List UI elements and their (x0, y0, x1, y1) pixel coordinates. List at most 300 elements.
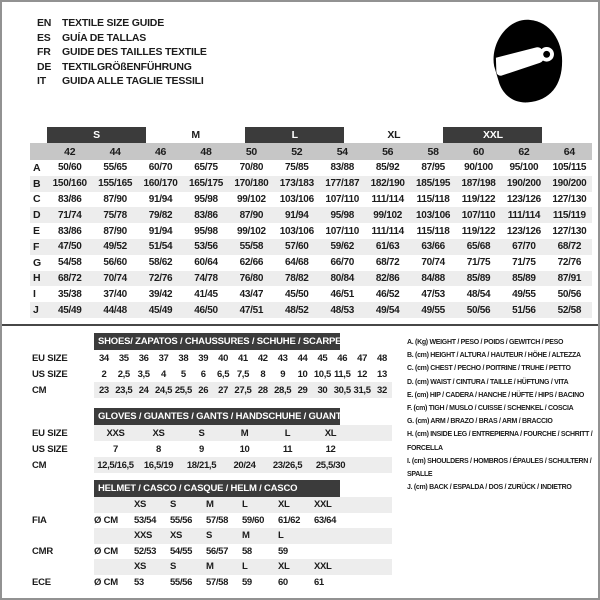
row-label: B (33, 177, 41, 190)
table-cell: 16,5/19 (143, 459, 174, 471)
size-cell: 160/170 (143, 178, 178, 190)
unit-label: Ø CM (94, 514, 119, 526)
size-cell: 45/49 (57, 304, 82, 316)
size-column-header: 54 (336, 145, 348, 158)
size-cell: 70/80 (239, 162, 264, 174)
size-cell: 83/86 (194, 209, 218, 221)
size-cell: 85/89 (512, 272, 536, 284)
size-cell: 46/50 (194, 304, 218, 316)
table-cell: 5 (180, 368, 186, 380)
table-cell: S (198, 427, 205, 439)
size-cell: 52/58 (557, 304, 582, 316)
size-cell: 50/56 (557, 288, 582, 300)
table-cell: 25,5/30 (315, 459, 346, 471)
size-cell: 46/52 (375, 288, 400, 300)
helmet-size-cell: S (170, 561, 176, 573)
row-cells (94, 366, 392, 382)
helmet-size-cell: XS (170, 530, 182, 542)
table-cell: 23/26,5 (272, 459, 303, 471)
measure-row-i (30, 286, 592, 302)
table-cell: 43 (277, 352, 288, 364)
shoes-table (32, 333, 392, 398)
helmet-size-value: 56/57 (206, 545, 229, 557)
size-number-row (30, 143, 592, 160)
table-cell: 46 (337, 352, 348, 364)
size-cell: 75/78 (103, 209, 127, 221)
table-row (32, 425, 392, 441)
language-code: IT (37, 75, 46, 88)
row-label: G (33, 256, 42, 269)
size-band-xl: XL (387, 129, 401, 141)
size-cell: 35/38 (57, 288, 82, 300)
size-cell: 51/54 (148, 241, 173, 253)
size-cell: 70/74 (103, 272, 127, 284)
legend-item: H. (cm) INSIDE LEG / ENTREPIERNA / FOURCHE / SCHRITT / FORCELLA (407, 431, 593, 452)
size-cell: 87/90 (103, 225, 127, 237)
helmet-size-value: 58 (242, 545, 252, 557)
table-cell: 11,5 (333, 368, 351, 380)
table-cell: 12,5/16,5 (97, 459, 134, 471)
helmet-size-value: 54/55 (170, 545, 193, 557)
helmet-size-value: 53 (134, 576, 144, 588)
helmet-size-cell: M (206, 499, 214, 511)
size-cell: 119/122 (461, 193, 496, 205)
row-label: A (33, 161, 41, 174)
size-cell: 50/60 (57, 162, 82, 174)
table-cell: 8 (260, 368, 266, 380)
table-cell: 8 (156, 443, 161, 455)
measurement-legend (407, 336, 599, 494)
size-cell: 71/75 (466, 257, 491, 269)
table-row (32, 366, 392, 382)
table-cell: 10,5 (313, 368, 331, 380)
size-cell: 103/106 (279, 225, 314, 237)
helmet-size-row (32, 559, 392, 575)
size-cell: 99/102 (237, 225, 266, 237)
size-cell: 91/94 (148, 193, 173, 205)
table-cell: L (284, 427, 291, 439)
helmet-size-value: 61 (314, 576, 324, 588)
table-cell: 6 (200, 368, 206, 380)
helmet-size-value: 57/58 (206, 576, 229, 588)
size-cell: 119/122 (461, 225, 496, 237)
table-cell: 30 (317, 384, 328, 396)
helmet-size-value: 55/56 (170, 514, 193, 526)
size-cell: 79/82 (148, 209, 173, 221)
helmet-value-row (32, 513, 392, 529)
size-cell: 91/94 (285, 209, 309, 221)
helmet-size-value: 59 (242, 576, 252, 588)
size-cell: 111/114 (371, 193, 404, 205)
legend-item: F. (cm) TIGH / MUSLO / CUISSE / SCHENKEL / COSCIA (407, 405, 574, 413)
helmet-standard-label: CMR (32, 545, 54, 557)
row-label: C (33, 193, 41, 206)
size-cell: 57/60 (285, 241, 309, 253)
helmet-size-cell: XXL (314, 499, 332, 511)
helmet-size-cell: XXL (314, 561, 332, 573)
table-cell: XL (324, 427, 337, 439)
size-cell: 111/114 (371, 225, 404, 237)
measure-row-j (30, 302, 592, 318)
table-cell: 13 (377, 368, 387, 380)
measure-row-e (30, 223, 592, 239)
textile-size-table (30, 127, 592, 318)
size-cell: 123/126 (506, 193, 541, 205)
size-cell: 190/200 (506, 178, 541, 190)
table-cell: 41 (238, 352, 248, 364)
size-cell: 46/51 (330, 288, 354, 300)
shoes-table-title: SHOES/ ZAPATOS / CHAUSSURES / SCHUHE / SCARPE (94, 333, 340, 350)
table-cell: 23,5 (115, 384, 133, 396)
size-cell: 39/42 (148, 288, 173, 300)
size-cell: 56/60 (103, 257, 127, 269)
language-text: GUÍA DE TALLAS (62, 31, 147, 44)
size-cell: 182/190 (370, 178, 405, 190)
size-cell: 68/72 (57, 272, 82, 284)
table-cell: 23 (98, 384, 109, 396)
size-column-header: 46 (155, 145, 167, 158)
language-row (37, 60, 207, 75)
table-cell: XXS (106, 427, 125, 439)
helmet-size-cell: XL (278, 499, 290, 511)
size-cell: 82/86 (375, 272, 400, 284)
legend-item: E. (cm) HIP / CADERA / HANCHE / HÜFTE / HIPS / BACINO (407, 391, 585, 399)
size-column-header: 64 (563, 145, 575, 158)
helmet-icon (483, 16, 569, 113)
size-cell: 107/110 (461, 209, 496, 221)
size-cell: 91/94 (148, 225, 173, 237)
size-cell: 70/74 (421, 257, 445, 269)
row-label: E (33, 225, 41, 238)
table-cell: 32 (377, 384, 387, 396)
table-cell: 12 (357, 368, 368, 380)
table-cell: 24,5 (154, 384, 173, 396)
size-cell: 55/58 (239, 241, 264, 253)
size-band-row (30, 127, 592, 143)
section-divider (2, 324, 600, 326)
size-band-m: M (191, 129, 200, 141)
table-cell: 25,5 (174, 384, 192, 396)
size-cell: 111/114 (507, 209, 541, 221)
legend-item: C. (cm) CHEST / PECHO / POITRINE / TRUHE / PETTO (407, 365, 571, 373)
measure-row-b (30, 176, 592, 192)
table-cell: 7,5 (236, 368, 250, 380)
size-cell: 83/88 (330, 162, 354, 174)
table-cell: 39 (198, 352, 209, 364)
size-cell: 87/95 (421, 162, 445, 174)
size-cell: 51/56 (512, 304, 536, 316)
size-cell: 47/51 (239, 304, 264, 316)
size-cell: 67/70 (512, 241, 536, 253)
row-cells (94, 382, 392, 398)
helmet-value-row (32, 544, 392, 560)
band-spacer (30, 127, 47, 143)
row-cells (94, 441, 392, 457)
band-spacer-end (542, 127, 592, 143)
size-column-header: 56 (382, 145, 394, 158)
size-cell: 83/86 (57, 193, 82, 205)
size-cell: 72/76 (557, 257, 582, 269)
helmet-size-value: 52/53 (134, 545, 157, 557)
table-cell: 6,5 (217, 368, 230, 380)
table-cell: 47 (357, 352, 368, 364)
helmet-size-cell: M (242, 530, 250, 542)
table-cell: 2,5 (117, 368, 130, 380)
table-cell: 28,5 (274, 384, 292, 396)
size-cell: 173/183 (279, 178, 314, 190)
unit-label: Ø CM (94, 545, 119, 557)
table-cell: 40 (218, 352, 229, 364)
table-cell: 10 (297, 368, 308, 380)
size-cell: 59/62 (330, 241, 354, 253)
size-cell: 49/55 (512, 288, 536, 300)
table-row (32, 457, 392, 473)
helmet-size-value: 60 (278, 576, 288, 588)
size-cell: 65/75 (194, 162, 218, 174)
size-cell: 45/49 (148, 304, 173, 316)
table-cell: 10 (239, 443, 250, 455)
table-cell: 27,5 (234, 384, 252, 396)
helmet-size-value: 59 (278, 545, 288, 557)
table-cell: 35 (118, 352, 129, 364)
size-cell: 123/126 (506, 225, 541, 237)
table-cell: 30,5 (333, 384, 351, 396)
row-label: CM (32, 459, 47, 471)
helmet-size-cell: S (170, 499, 176, 511)
table-cell: 36 (138, 352, 149, 364)
language-code: EN (37, 17, 52, 29)
helmet-size-value: 55/56 (170, 576, 193, 588)
helmet-standard-label: FIA (32, 514, 47, 526)
table-row (32, 441, 392, 457)
row-label: I (33, 288, 36, 301)
helmet-size-value: 63/64 (314, 514, 337, 526)
size-cell: 49/55 (421, 304, 445, 316)
helmet-size-cell: L (278, 530, 284, 542)
size-cell: 62/66 (239, 257, 264, 269)
row-label: F (33, 240, 40, 253)
row-cells (94, 559, 392, 575)
table-cell: 9 (199, 443, 204, 455)
size-cell: 105/115 (552, 162, 587, 174)
size-cell: 76/80 (239, 272, 264, 284)
helmet-table-rows (32, 497, 392, 590)
size-cell: 60/70 (148, 162, 173, 174)
table-cell: 3,5 (137, 368, 150, 380)
helmet-size-value: 53/54 (134, 514, 157, 526)
size-cell: 85/92 (375, 162, 400, 174)
table-cell: 42 (257, 352, 268, 364)
size-column-header: 42 (64, 145, 76, 158)
gloves-table-rows (32, 425, 392, 473)
row-cells (94, 544, 392, 560)
shoes-table-rows (32, 350, 392, 398)
language-row (37, 45, 207, 60)
table-cell: 28 (257, 384, 268, 396)
row-cells (94, 513, 392, 529)
size-cell: 87/90 (239, 209, 264, 221)
size-cell: 95/98 (194, 225, 218, 237)
size-cell: 65/68 (466, 241, 491, 253)
size-cell: 95/98 (330, 209, 354, 221)
helmet-table (32, 480, 392, 590)
size-column-header: 60 (472, 145, 485, 158)
size-cell: 45/50 (285, 288, 309, 300)
table-cell: 20/24 (233, 459, 256, 471)
size-cell: 41/45 (194, 288, 218, 300)
legend-item: I. (cm) SHOULDERS / HOMBROS / ÉPAULES / SCHULTERN / SPALLE (407, 457, 592, 479)
size-band-l: L (245, 127, 344, 143)
row-label: EU SIZE (32, 427, 68, 439)
size-cell: 107/110 (325, 193, 359, 205)
row-label: US SIZE (32, 443, 68, 455)
table-cell: 31,5 (353, 384, 371, 396)
size-cell: 48/54 (466, 288, 491, 300)
table-cell: 34 (98, 352, 109, 364)
size-cell: 115/118 (416, 225, 450, 237)
helmet-size-cell: L (242, 499, 248, 511)
table-cell: 37 (158, 352, 169, 364)
row-label: H (33, 272, 41, 285)
helmet-size-value: 57/58 (206, 514, 229, 526)
table-cell: 48 (377, 352, 387, 364)
helmet-size-cell: XL (278, 561, 290, 573)
helmet-size-cell: L (242, 561, 248, 573)
size-cell: 47/53 (421, 288, 445, 300)
gloves-table-title: GLOVES / GUANTES / GANTS / HANDSCHUHE / GUANTI (94, 408, 340, 425)
size-cell: 55/65 (103, 162, 127, 174)
table-cell: XS (152, 427, 165, 439)
size-column-header: 50 (245, 145, 257, 158)
size-cell: 127/130 (552, 225, 587, 237)
size-cell: 71/74 (57, 209, 82, 221)
size-cell: 60/64 (194, 257, 218, 269)
legend-item: G. (cm) ARM / BRAZO / BRAS / ARM / BRACCIO (407, 418, 553, 426)
size-cell: 177/187 (325, 178, 360, 190)
size-cell: 53/56 (194, 241, 218, 253)
language-row (37, 74, 207, 89)
size-column-header: 44 (109, 145, 121, 158)
table-row (32, 382, 392, 398)
row-cells (94, 457, 392, 473)
measure-row-f (30, 239, 592, 255)
language-list (37, 16, 207, 89)
size-cell: 72/76 (148, 272, 173, 284)
row-cells (94, 497, 392, 513)
size-cell: 54/58 (57, 257, 82, 269)
helmet-size-value: 59/60 (242, 514, 265, 526)
size-cell: 190/200 (552, 178, 587, 190)
row-cells (94, 350, 392, 366)
helmet-size-cell: M (206, 561, 214, 573)
size-column-header: 52 (291, 145, 303, 158)
helmet-value-row (32, 575, 392, 591)
helmet-table-title: HELMET / CASCO / CASQUE / HELM / CASCO (94, 480, 340, 497)
size-column-header: 62 (518, 145, 530, 158)
table-cell: 18/21,5 (186, 459, 217, 471)
language-code: FR (37, 46, 51, 59)
helmet-size-row (32, 497, 392, 513)
measure-row-g (30, 255, 592, 271)
size-cell: 84/88 (421, 272, 445, 284)
table-cell: 11 (282, 443, 293, 455)
size-band-xxl: XXL (443, 127, 542, 143)
size-cell: 47/50 (57, 241, 82, 253)
size-cell: 48/53 (330, 304, 354, 316)
size-cell: 95/100 (509, 162, 539, 174)
size-cell: 80/84 (330, 272, 354, 284)
size-cell: 87/90 (103, 193, 127, 205)
language-code: DE (37, 60, 52, 73)
helmet-size-value: 61/62 (278, 514, 301, 526)
measure-row-c (30, 192, 592, 208)
size-cell: 165/175 (188, 178, 223, 190)
size-cell: 185/195 (416, 178, 451, 190)
size-cell: 49/54 (375, 304, 400, 316)
table-cell: 4 (161, 368, 166, 380)
size-cell: 63/66 (421, 241, 445, 253)
size-cell: 68/72 (375, 257, 400, 269)
size-cell: 61/63 (375, 241, 400, 253)
row-cells (94, 425, 392, 441)
row-label: CM (32, 384, 47, 396)
legend-item: D. (cm) WAIST / CINTURA / TAILLE / HÜFTUNG / VITA (407, 378, 569, 386)
size-cell: 170/180 (234, 178, 269, 190)
helmet-standard-label: ECE (32, 576, 51, 588)
size-cell: 58/62 (148, 257, 173, 269)
legend-item: J. (cm) BACK / ESPALDA / DOS / ZURÜCK / INDIETRO (407, 484, 572, 492)
table-cell: 2 (101, 368, 107, 380)
measure-row-d (30, 207, 592, 223)
size-cell: 78/82 (285, 272, 309, 284)
language-text: GUIDE DES TAILLES TEXTILE (62, 46, 207, 59)
size-cell: 115/118 (416, 193, 450, 205)
size-cell: 48/52 (285, 304, 309, 316)
size-cell: 71/75 (512, 257, 536, 269)
table-cell: 26 (198, 384, 209, 396)
row-cells (94, 528, 392, 544)
table-cell: 27 (218, 384, 229, 396)
helmet-size-row (32, 528, 392, 544)
size-cell: 95/98 (194, 193, 218, 205)
helmet-size-cell: XS (134, 561, 146, 573)
size-cell: 68/72 (557, 241, 582, 253)
table-cell: 44 (297, 352, 308, 364)
language-text: TEXTILGRÖßENFÜHRUNG (62, 60, 192, 73)
table-row (32, 350, 392, 366)
size-cell: 64/68 (285, 257, 309, 269)
language-row (37, 16, 207, 31)
row-label: D (33, 209, 41, 222)
helmet-size-cell: S (206, 530, 212, 542)
row-label: J (33, 304, 39, 317)
size-cell: 115/119 (552, 209, 586, 221)
table-cell: 24 (138, 384, 149, 396)
row-label: US SIZE (32, 368, 68, 380)
table-cell: 45 (317, 352, 328, 364)
legend-item: A. (Kg) WEIGHT / PESO / POIDS / GEWITCH / PESO (407, 339, 564, 346)
size-cell: 66/70 (330, 257, 354, 269)
size-cell: 74/78 (194, 272, 218, 284)
row-label: EU SIZE (32, 352, 68, 364)
size-column-header: 48 (200, 145, 212, 158)
size-cell: 103/106 (416, 209, 451, 221)
size-cell: 107/110 (325, 225, 359, 237)
legend-item: B. (cm) HEIGHT / ALTURA / HAUTEUR / HÖHE / ALTEZZA (407, 352, 581, 360)
table-cell: 9 (280, 368, 286, 380)
size-cell: 150/160 (52, 178, 87, 190)
table-cell: 7 (113, 443, 118, 455)
